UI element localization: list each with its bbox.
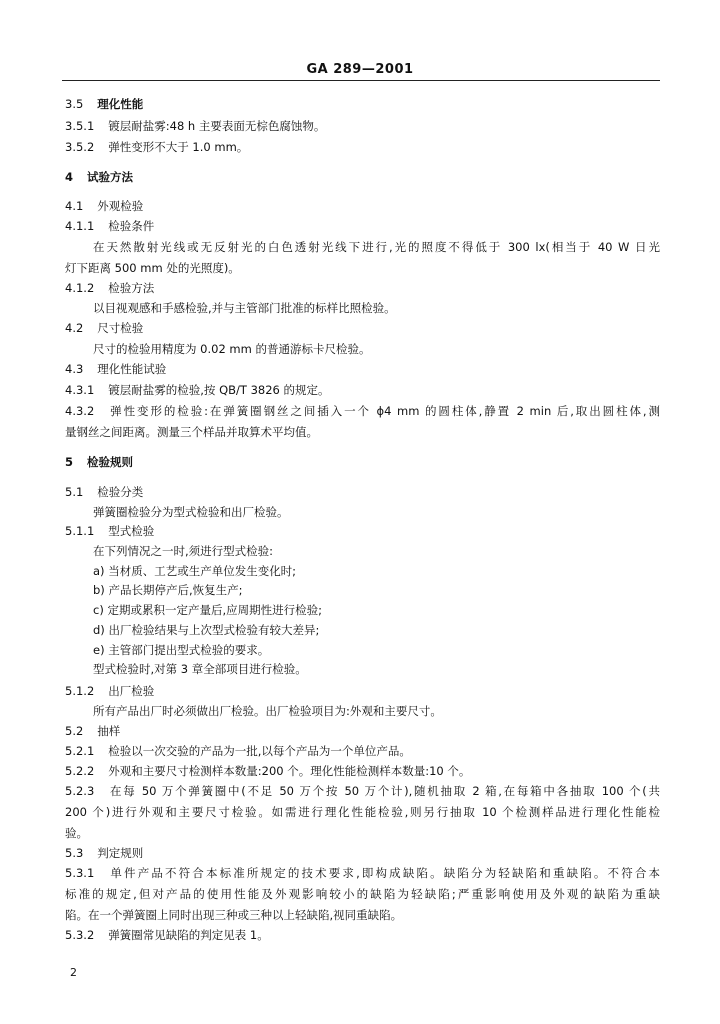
body-text: 型式检验时,对第 3 章全部项目进行检验。 [93, 662, 307, 676]
list-item: e) 主管部门提出型式检验的要求。 [93, 643, 270, 657]
body-text: 弹簧圈检验分为型式检验和出厂检验。 [93, 505, 289, 519]
clause: 5.2.2 外观和主要尺寸检测样本数量:200 个。理化性能检测样本数量:10 个。 [65, 764, 471, 778]
body-text: 所有产品出厂时必须做出厂检验。出厂检验项目为:外观和主要尺寸。 [93, 704, 442, 718]
clause: 4.3.2 弹性变形的检验:在弹簧圈钢丝之间插入一个 ϕ4 mm 的圆柱体,静置 2 min 后,取出圆柱体,测 [65, 404, 660, 418]
chapter-heading: 5 检验规则 [65, 455, 134, 469]
clause: 5.2.1 检验以一次交验的产品为一批,以每个产品为一个单位产品。 [65, 744, 411, 758]
body-text: 验。 [65, 826, 88, 840]
body-text: 陷。在一个弹簧圈上同时出现三种或三种以上轻缺陷,视同重缺陷。 [65, 908, 403, 922]
section-heading: 4.3 理化性能试验 [65, 362, 167, 376]
clause: 5.1.1 型式检验 [65, 524, 155, 538]
section-heading: 5.1 检验分类 [65, 485, 144, 499]
body-text: 在下列情况之一时,须进行型式检验: [93, 544, 274, 558]
body-text: 200 个)进行外观和主要尺寸检验。如需进行理化性能检验,则另行抽取 10 个检测样品进行理化性能检 [65, 805, 660, 819]
section-heading: 4.1 外观检验 [65, 199, 144, 213]
clause: 4.1.2 检验方法 [65, 281, 155, 295]
body-text: 标准的规定,但对产品的使用性能及外观影响较小的缺陷为轻缺陷;严重影响使用及外观的缺陷为重缺 [65, 887, 660, 901]
list-item: d) 出厂检验结果与上次型式检验有较大差异; [93, 623, 320, 637]
section-heading: 5.2 抽样 [65, 724, 121, 738]
body-text: 尺寸的检验用精度为 0.02 mm 的普通游标卡尺检验。 [93, 342, 371, 356]
list-item: a) 当材质、工艺或生产单位发生变化时; [93, 564, 297, 578]
clause: 5.2.3 在每 50 万个弹簧圈中(不足 50 万个按 50 万个计),随机抽取 2 箱,在每箱中各抽取 100 个(共 [65, 784, 660, 798]
body-text: 以目视观感和手感检验,并与主管部门批准的标样比照检验。 [93, 301, 396, 315]
page-number: 2 [70, 966, 77, 979]
clause: 5.1.2 出厂检验 [65, 684, 155, 698]
section-heading: 3.5 理化性能 [65, 97, 144, 111]
list-item: c) 定期或累积一定产量后,应周期性进行检验; [93, 603, 322, 617]
body-text: 灯下距离 500 mm 处的光照度)。 [65, 261, 240, 275]
clause: 5.3.1 单件产品不符合本标准所规定的技术要求,即构成缺陷。缺陷分为轻缺陷和重缺陷。不符合本 [65, 866, 660, 880]
body-text: 在天然散射光线或无反射光的白色透射光线下进行,光的照度不得低于 300 lx(相当于 40 W 日光 [93, 240, 660, 254]
clause: 3.5.1 镀层耐盐雾:48 h 主要表面无棕色腐蚀物。 [65, 119, 326, 133]
chapter-heading: 4 试验方法 [65, 170, 134, 184]
body-text: 量钢丝之间距离。测量三个样品并取算术平均值。 [65, 425, 318, 439]
clause: 5.3.2 弹簧圈常见缺陷的判定见表 1。 [65, 928, 269, 942]
list-item: b) 产品长期停产后,恢复生产; [93, 583, 243, 597]
standard-code-header: GA 289—2001 [306, 62, 414, 77]
clause: 4.1.1 检验条件 [65, 219, 155, 233]
clause: 4.3.1 镀层耐盐雾的检验,按 QB/T 3826 的规定。 [65, 383, 330, 397]
section-heading: 5.3 判定规则 [65, 846, 144, 860]
header-rule [62, 80, 660, 81]
section-heading: 4.2 尺寸检验 [65, 321, 144, 335]
clause: 3.5.2 弹性变形不大于 1.0 mm。 [65, 140, 249, 154]
